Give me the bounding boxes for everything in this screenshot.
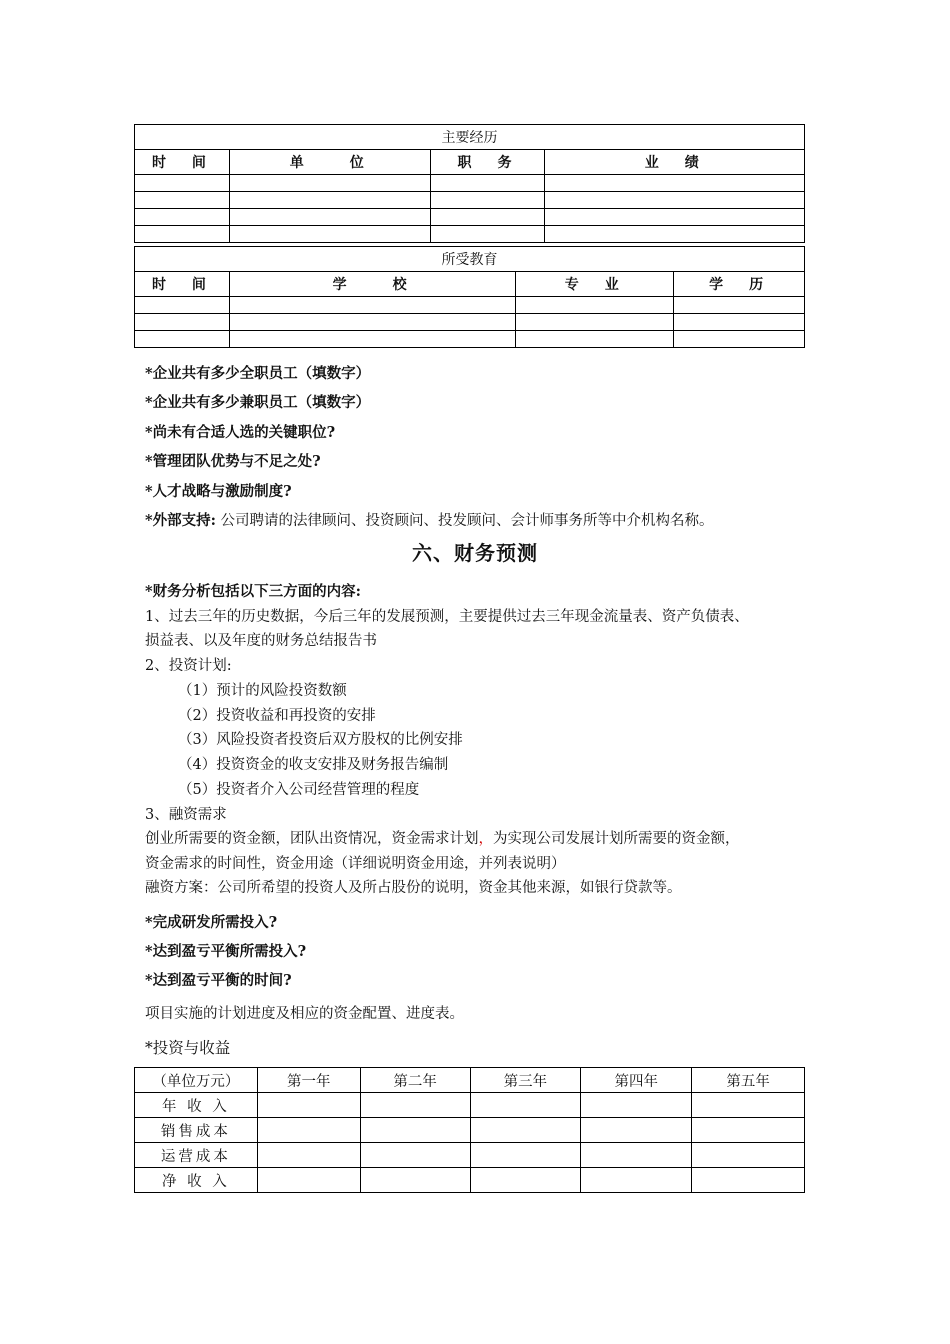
investment-row-operating-cost	[135, 1143, 805, 1168]
external-support-text: 公司聘请的法律顾问、投资顾问、投发顾问、会计师事务所等中介机构名称。	[215, 513, 714, 529]
question-rd-investment: *完成研发所需投入?	[145, 914, 278, 931]
investment-header-year4: 第四年	[581, 1068, 692, 1093]
education-row	[135, 314, 805, 331]
finance-item1-line1: 1、过去三年的历史数据，今后三年的发展预测，主要提供过去三年现金流量表、资产负债表、	[145, 609, 749, 625]
career-section-title: 主要经历	[135, 125, 805, 150]
question-fulltime-staff: *企业共有多少全职员工（填数字）	[145, 365, 371, 382]
finance-para1-b: 为实现公司发展计划所需要的资金额，	[493, 831, 740, 847]
finance-subitem: （5）投资者介入公司经营管理的程度	[178, 782, 420, 798]
career-header-position: 职 务	[430, 150, 545, 175]
finance-intro: *财务分析包括以下三方面的内容:	[145, 583, 361, 600]
question-parttime-staff: *企业共有多少兼职员工（填数字）	[145, 394, 371, 411]
education-header-degree: 学 历	[674, 272, 805, 297]
row-label-operating-cost: 运营成本	[135, 1143, 258, 1168]
finance-subitem: （4）投资资金的收支安排及财务报告编制	[178, 757, 449, 773]
education-table	[134, 246, 805, 348]
investment-row-annual-revenue	[135, 1093, 805, 1118]
investment-header-year1: 第一年	[257, 1068, 360, 1093]
question-breakeven-investment: *达到盈亏平衡所需投入?	[145, 943, 307, 960]
row-label-annual-revenue: 年 收 入	[135, 1093, 258, 1118]
investment-header-year2: 第二年	[360, 1068, 470, 1093]
investment-header-year5: 第五年	[692, 1068, 805, 1093]
education-header-major: 专 业	[516, 272, 674, 297]
finance-para1-a: 创业所需要的资金额，团队出资情况，资金需求计划	[145, 831, 479, 847]
finance-subitem: （2）投资收益和再投资的安排	[178, 708, 376, 724]
question-breakeven-time: *达到盈亏平衡的时间?	[145, 972, 292, 989]
career-header-time: 时 间	[135, 150, 230, 175]
investment-title: *投资与收益	[145, 1039, 231, 1057]
career-row	[135, 192, 805, 209]
career-header-unit: 单 位	[229, 150, 430, 175]
external-support	[145, 509, 714, 530]
education-row	[135, 331, 805, 348]
finance-subitem: （3）风险投资者投资后双方股权的比例安排	[178, 732, 463, 748]
investment-row-net-income	[135, 1168, 805, 1193]
career-header-performance: 业 绩	[545, 150, 805, 175]
career-row	[135, 209, 805, 226]
education-section-title: 所受教育	[135, 247, 805, 272]
finance-item3: 3、融资需求	[145, 807, 227, 823]
section-title: 六、财务预测	[412, 541, 538, 565]
question-talent-strategy: *人才战略与激励制度?	[145, 483, 292, 500]
education-row	[135, 297, 805, 314]
question-team-strengths: *管理团队优势与不足之处?	[145, 453, 321, 470]
education-header-school: 学 校	[229, 272, 516, 297]
investment-header-unit: （单位万元）	[135, 1068, 258, 1093]
career-row	[135, 226, 805, 243]
career-table	[134, 124, 805, 243]
finance-para1	[145, 827, 740, 848]
project-plan-text: 项目实施的计划进度及相应的资金配置、进度表。	[145, 1006, 464, 1022]
finance-subitem: （1）预计的风险投资数额	[178, 683, 347, 699]
question-key-positions: *尚未有合适人选的关键职位?	[145, 424, 336, 441]
finance-para2: 资金需求的时间性，资金用途（详细说明资金用途，并列表说明）	[145, 856, 566, 872]
investment-header-year3: 第三年	[470, 1068, 581, 1093]
finance-para3: 融资方案：公司所希望的投资人及所占股份的说明，资金其他来源，如银行贷款等。	[145, 880, 682, 896]
finance-item2: 2、投资计划:	[145, 658, 232, 674]
row-label-sales-cost: 销售成本	[135, 1118, 258, 1143]
career-row	[135, 175, 805, 192]
education-header-time: 时 间	[135, 272, 230, 297]
investment-row-sales-cost	[135, 1118, 805, 1143]
row-label-net-income: 净 收 入	[135, 1168, 258, 1193]
finance-para1-dot: ，	[478, 831, 493, 847]
external-support-label: *外部支持:	[145, 512, 216, 529]
finance-item1-line2: 损益表、以及年度的财务总结报告书	[145, 633, 377, 649]
investment-table	[134, 1067, 805, 1193]
